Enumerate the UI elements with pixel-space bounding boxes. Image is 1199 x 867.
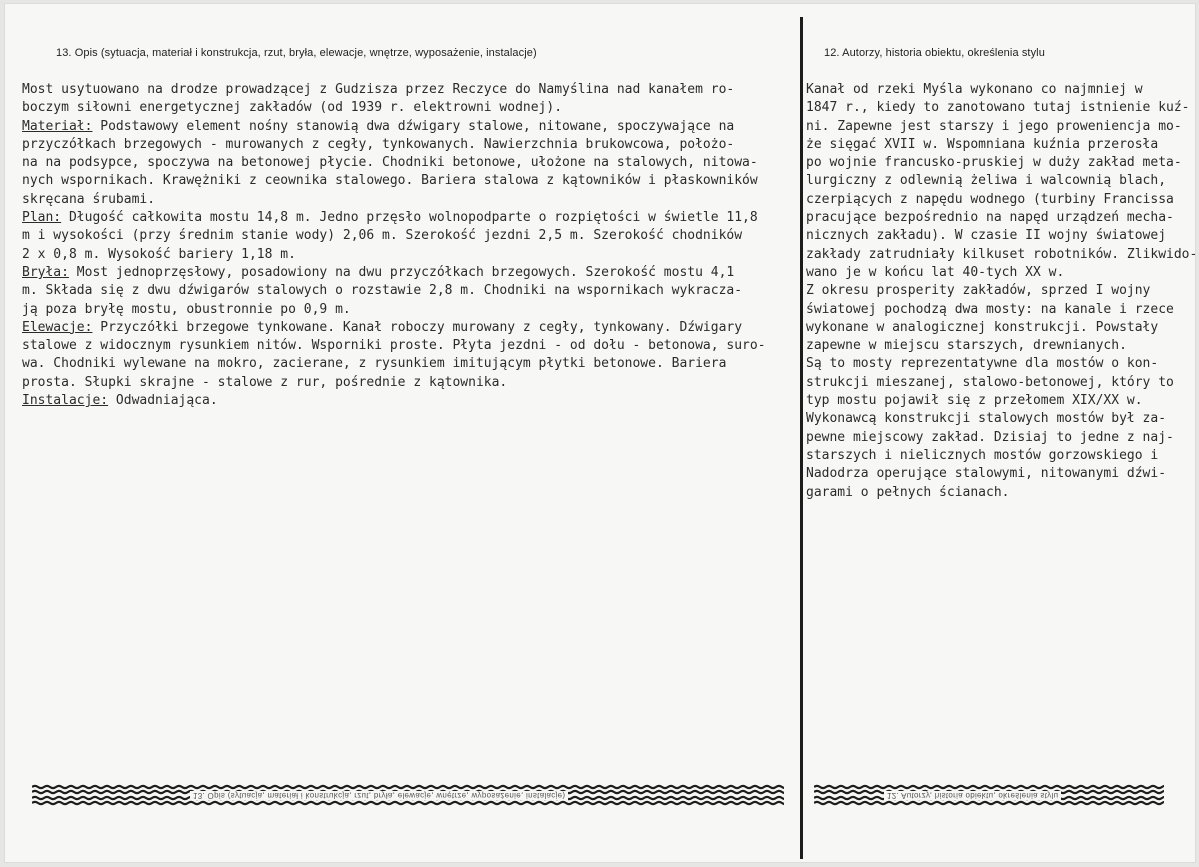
section-label: Materiał: bbox=[22, 118, 93, 134]
history-line: Kanał od rzeki Myśla wykonano co najmniej w bbox=[806, 82, 1143, 97]
line-text: Podstawowy element nośny stanowią dwa dźwigary stalowe, nitowane, spoczywające na bbox=[92, 118, 735, 134]
line-text: skręcana śrubami. bbox=[22, 191, 156, 207]
line-text: boczym siłowni energetycznej zakładów (od 1939 r. elektrowni wodnej). bbox=[22, 100, 563, 116]
history-line: strukcji mieszanej, stalowo-betonowej, który to bbox=[806, 374, 1174, 390]
description-line bbox=[22, 209, 790, 227]
line-text: przyczółkach brzegowych - murowanych z cegły, tynkowanych. Nawierzchnia brukowcowa, położo- bbox=[22, 136, 735, 152]
line-text: 2 x 0,8 m. Wysokość bariery 1,18 m. bbox=[22, 246, 296, 262]
history-line: Wykonawcą konstrukcji stalowych mostów był za- bbox=[806, 411, 1167, 427]
description-line bbox=[22, 282, 790, 300]
history-line: Nadodrza operujące stalowymi, nitowanymi dźwi- bbox=[806, 466, 1167, 482]
description-line bbox=[22, 154, 790, 172]
column-divider bbox=[800, 17, 803, 859]
description-line bbox=[22, 374, 790, 392]
line-text: ją poza bryłę mostu, obustronnie po 0,9 m. bbox=[22, 301, 351, 317]
line-text: Długość całkowita mostu 14,8 m. Jedno przęsło wolnopodparte o rozpiętości w świetle 11,8 bbox=[61, 210, 758, 226]
right-section-header: 12. Autorzy, historia obiektu, określenia stylu bbox=[824, 47, 1045, 59]
description-line bbox=[22, 81, 790, 99]
history-line: pracujące bezpośrednio na napęd urządzeń mecha- bbox=[806, 210, 1174, 226]
line-text: stalowe z widocznym rysunkiem nitów. Wsporniki proste. Płyta jezdni - od dołu - betonowa, suro- bbox=[22, 338, 766, 354]
description-line bbox=[22, 227, 790, 245]
history-line: światowej pochodzą dwa mosty: na kanale i rzece bbox=[806, 301, 1174, 317]
left-section-header: 13. Opis (sytuacja, materiał i konstrukcja, rzut, bryła, elewacje, wnętrze, wyposażenie, instalacje) bbox=[56, 47, 537, 59]
line-text: Odwadniająca. bbox=[108, 393, 218, 409]
section-label: Plan: bbox=[22, 210, 62, 226]
description-line bbox=[22, 392, 790, 410]
line-text: m i wysokości (przy średnim stanie wody) 2,06 m. Szerokość jezdni 2,5 m. Szerokość chodników bbox=[22, 228, 743, 244]
description-line bbox=[22, 99, 790, 117]
history-line: że sięgać XVII w. Wspomniana kuźnia przerosła bbox=[806, 136, 1159, 152]
history-line: Z okresu prosperity zakładów, sprzed I wojny bbox=[806, 283, 1151, 299]
wave-line bbox=[32, 786, 784, 788]
history-line: garami o pełnych ścianach. bbox=[806, 484, 1010, 500]
description-line bbox=[22, 337, 790, 355]
description-line bbox=[22, 246, 790, 264]
description-line bbox=[22, 319, 790, 337]
history-line: czerpiących z napędu wodnego (turbiny Francissa bbox=[806, 191, 1174, 207]
line-text: nych wspornikach. Krawężniki z ceownika stalowego. Bariera stalowa z kątowników i płaskowników bbox=[22, 173, 758, 189]
wave-line bbox=[814, 786, 1164, 788]
line-text: na na podsypce, spoczywa na betonowej płycie. Chodniki betonowe, ułożone na stalowych, nitowa- bbox=[22, 155, 758, 171]
section-label: Elewacje: bbox=[22, 319, 93, 335]
line-text: wa. Chodniki wylewane na mokro, zacierane, z rysunkiem imitującym płytki betonowe. Bariera bbox=[22, 356, 727, 372]
history-line: nicznych zakładu). W czasie II wojny światowej bbox=[806, 228, 1167, 244]
mirrored-footer-text-right: 12. Autorzy, historia obiektu, określenia stylu bbox=[884, 791, 1061, 800]
description-line bbox=[22, 136, 790, 154]
wave-line bbox=[32, 802, 784, 804]
section-label: Bryła: bbox=[22, 264, 69, 280]
history-text bbox=[806, 81, 1198, 502]
history-line: po wojnie francusko-pruskiej w duży zakład meta- bbox=[806, 155, 1182, 171]
mirrored-footer-text-left: 13. Opis (sytuacja, materiał i konstrukcja, rzut, bryła, elewacje, wnętrze, wyposażenie, instalacje) bbox=[190, 791, 568, 800]
description-line bbox=[22, 301, 790, 319]
history-line: typ mostu pojawił się z przełomem XIX/XX w. bbox=[806, 393, 1143, 409]
history-line: pewne miejscowy zakład. Dzisiaj to jedne z naj- bbox=[806, 429, 1174, 445]
wave-line bbox=[814, 802, 1164, 804]
document-sheet bbox=[4, 3, 1196, 863]
history-line: lurgiczny z odlewnią żeliwa i walcownią blach, bbox=[806, 173, 1167, 189]
line-text: m. Składa się z dwu dźwigarów stalowych o rozstawie 2,8 m. Chodniki na wspornikach wykracza- bbox=[22, 283, 743, 299]
history-line: 1847 r., kiedy to zanotowano tutaj istnienie kuź- bbox=[806, 100, 1190, 116]
history-line: Są to mosty reprezentatywne dla mostów o kon- bbox=[806, 356, 1159, 372]
description-line bbox=[22, 172, 790, 190]
history-line: starszych i nielicznych mostów gorzowskiego i bbox=[806, 447, 1159, 463]
description-line bbox=[22, 355, 790, 373]
history-line: zapewne w miejscu starszych, drewnianych. bbox=[806, 338, 1127, 354]
line-text: Przyczółki brzegowe tynkowane. Kanał roboczy murowany z cegły, tynkowany. Dźwigary bbox=[92, 319, 743, 335]
history-line: zakłady zatrudniały kilkuset robotników. Zlikwido- bbox=[806, 246, 1198, 262]
history-line: wykonane w analogicznej konstrukcji. Powstały bbox=[806, 319, 1159, 335]
section-label: Instalacje: bbox=[22, 393, 109, 409]
history-line: wano je w końcu lat 40-tych XX w. bbox=[806, 264, 1065, 280]
description-line bbox=[22, 118, 790, 136]
line-text: Most usytuowano na drodze prowadzącej z Gudzisza przez Reczyce do Namyślina nad kanałem ro- bbox=[22, 82, 735, 97]
line-text: Most jednoprzęsłowy, posadowiony na dwu przyczółkach brzegowych. Szerokość mostu 4,1 bbox=[68, 264, 735, 280]
description-line bbox=[22, 191, 790, 209]
history-line: ni. Zapewne jest starszy i jego proweniencja mo- bbox=[806, 118, 1182, 134]
description-text bbox=[22, 81, 790, 410]
line-text: prosta. Słupki skrajne - stalowe z rur, pośrednie z kątownika. bbox=[22, 374, 508, 390]
description-line bbox=[22, 264, 790, 282]
